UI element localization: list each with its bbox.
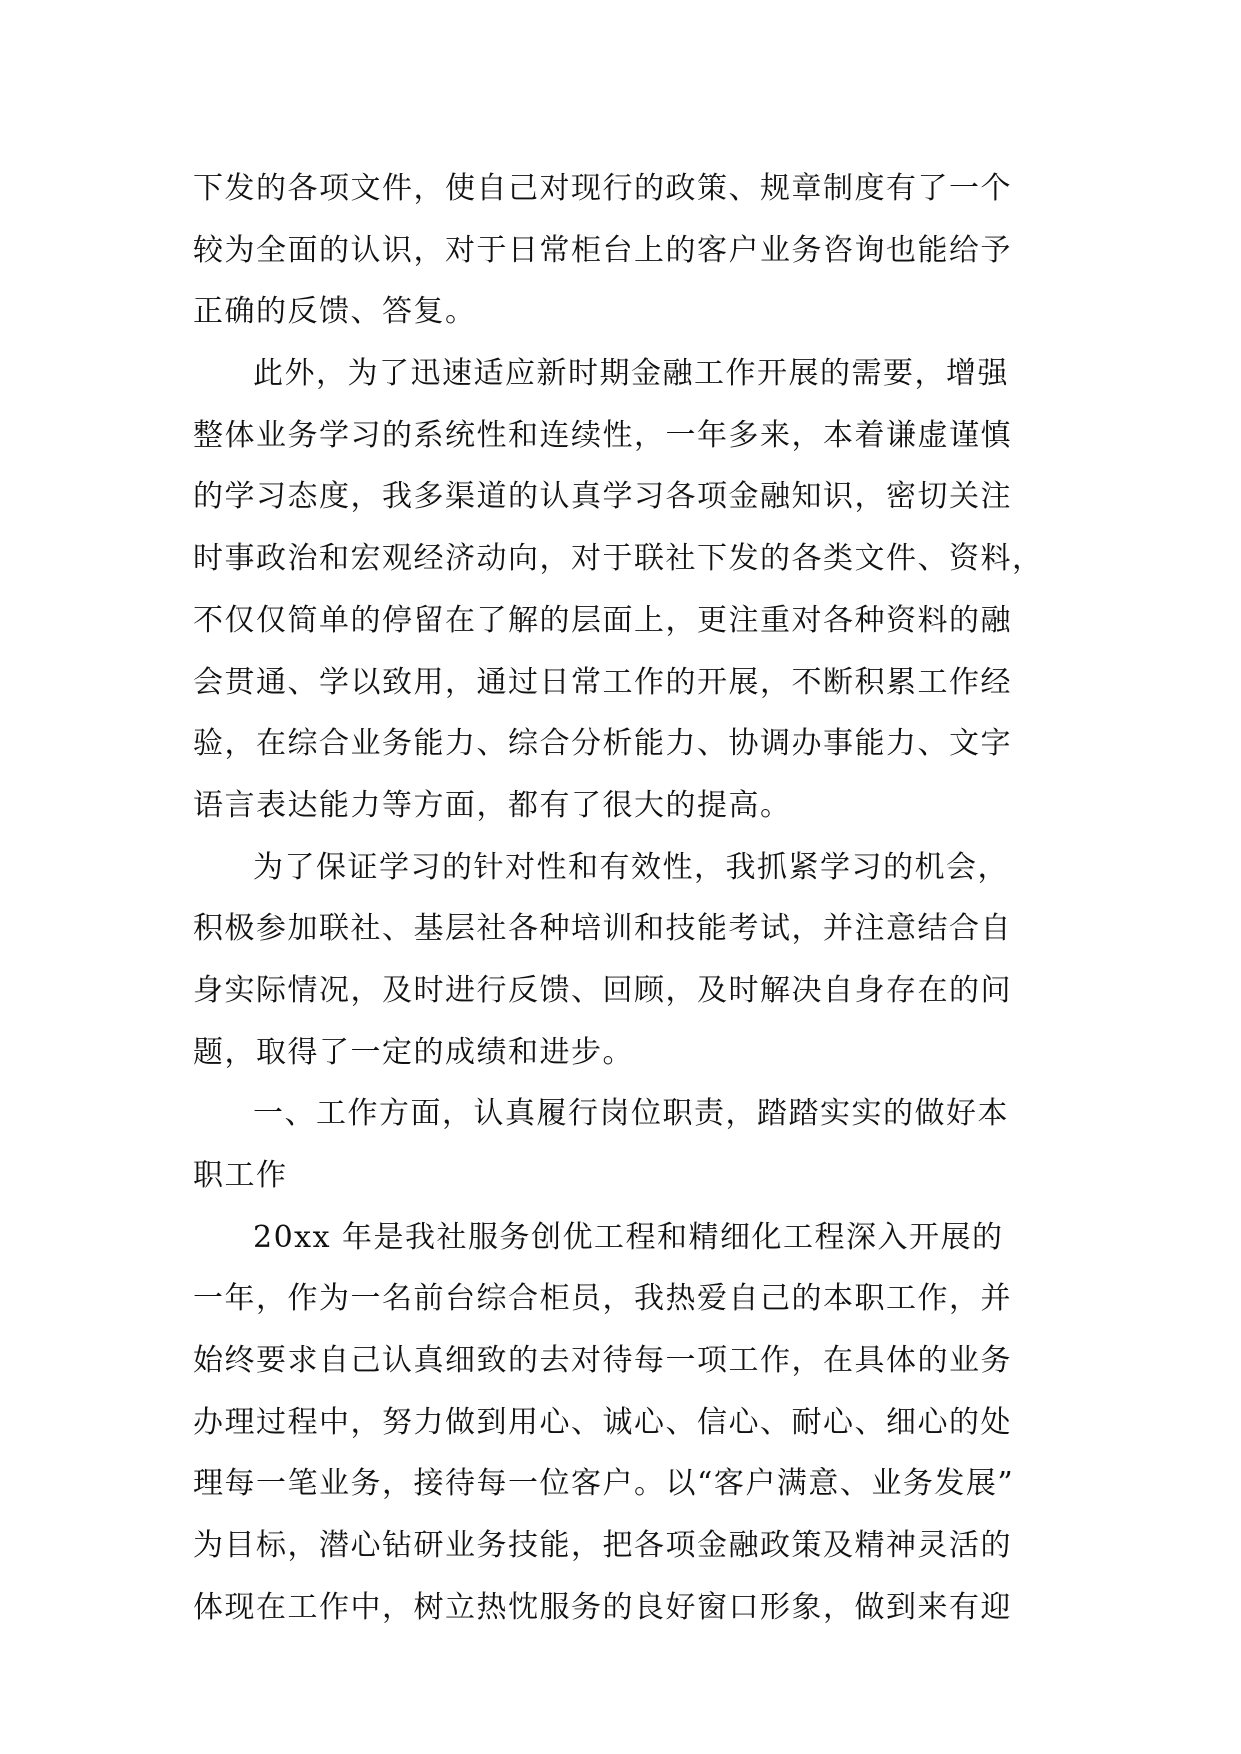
paragraph-3 [193, 837, 1053, 1084]
text-line: 此外，为了迅速适应新时期金融工作开展的需要，增强 [253, 356, 1009, 392]
text-line: 会贯通、学以致用，通过日常工作的开展，不断积累工作经 [193, 664, 1012, 700]
text-line: 为目标，潜心钻研业务技能，把各项金融政策及精神灵活的 [193, 1528, 1012, 1564]
section-heading [193, 1083, 1053, 1206]
text-line: 积极参加联社、基层社各种培训和技能考试，并注意结合自 [193, 911, 1012, 947]
text-line: 的学习态度，我多渠道的认真学习各项金融知识，密切关注 [193, 479, 1012, 515]
text-line: 一、工作方面，认真履行岗位职责，踏踏实实的做好本 [253, 1096, 1009, 1132]
text-line: 正确的反馈、答复。 [193, 294, 477, 330]
text-line: 体现在工作中，树立热忱服务的良好窗口形象，做到来有迎 [193, 1589, 1012, 1625]
paragraph-2 [193, 343, 1053, 837]
text-line: 理每一笔业务，接待每一位客户。以“客户满意、业务发展” [193, 1466, 1015, 1502]
text-line: 身实际情况，及时进行反馈、回顾，及时解决自身存在的问 [193, 972, 1012, 1008]
text-line: 时事政治和宏观经济动向，对于联社下发的各类文件、资料， [193, 541, 1044, 577]
text-line: 始终要求自己认真细致的去对待每一项工作，在具体的业务 [193, 1343, 1012, 1379]
paragraph-5 [193, 1207, 1053, 1639]
text-line: 为了保证学习的针对性和有效性，我抓紧学习的机会， [253, 849, 1009, 885]
text-line: 语言表达能力等方面，都有了很大的提高。 [193, 787, 792, 823]
paragraph-1 [193, 158, 1053, 343]
text-line: 验，在综合业务能力、综合分析能力、协调办事能力、文字 [193, 726, 1012, 762]
text-line: 题，取得了一定的成绩和进步。 [193, 1034, 634, 1070]
text-line: 较为全面的认识，对于日常柜台上的客户业务咨询也能给予 [193, 232, 1012, 268]
document-body [193, 158, 1053, 1639]
text-line: 办理过程中，努力做到用心、诚心、信心、耐心、细心的处 [193, 1404, 1012, 1440]
text-line: 整体业务学习的系统性和连续性，一年多来，本着谦虚谨慎 [193, 417, 1012, 453]
text-line: 一年，作为一名前台综合柜员，我热爱自己的本职工作，并 [193, 1281, 1012, 1317]
text-line: 不仅仅简单的停留在了解的层面上，更注重对各种资料的融 [193, 602, 1012, 638]
text-line: 职工作 [193, 1158, 288, 1193]
text-line: 下发的各项文件，使自己对现行的政策、规章制度有了一个 [193, 171, 1012, 206]
text-line: 20xx 年是我社服务创优工程和精细化工程深入开展的 [253, 1219, 1004, 1255]
